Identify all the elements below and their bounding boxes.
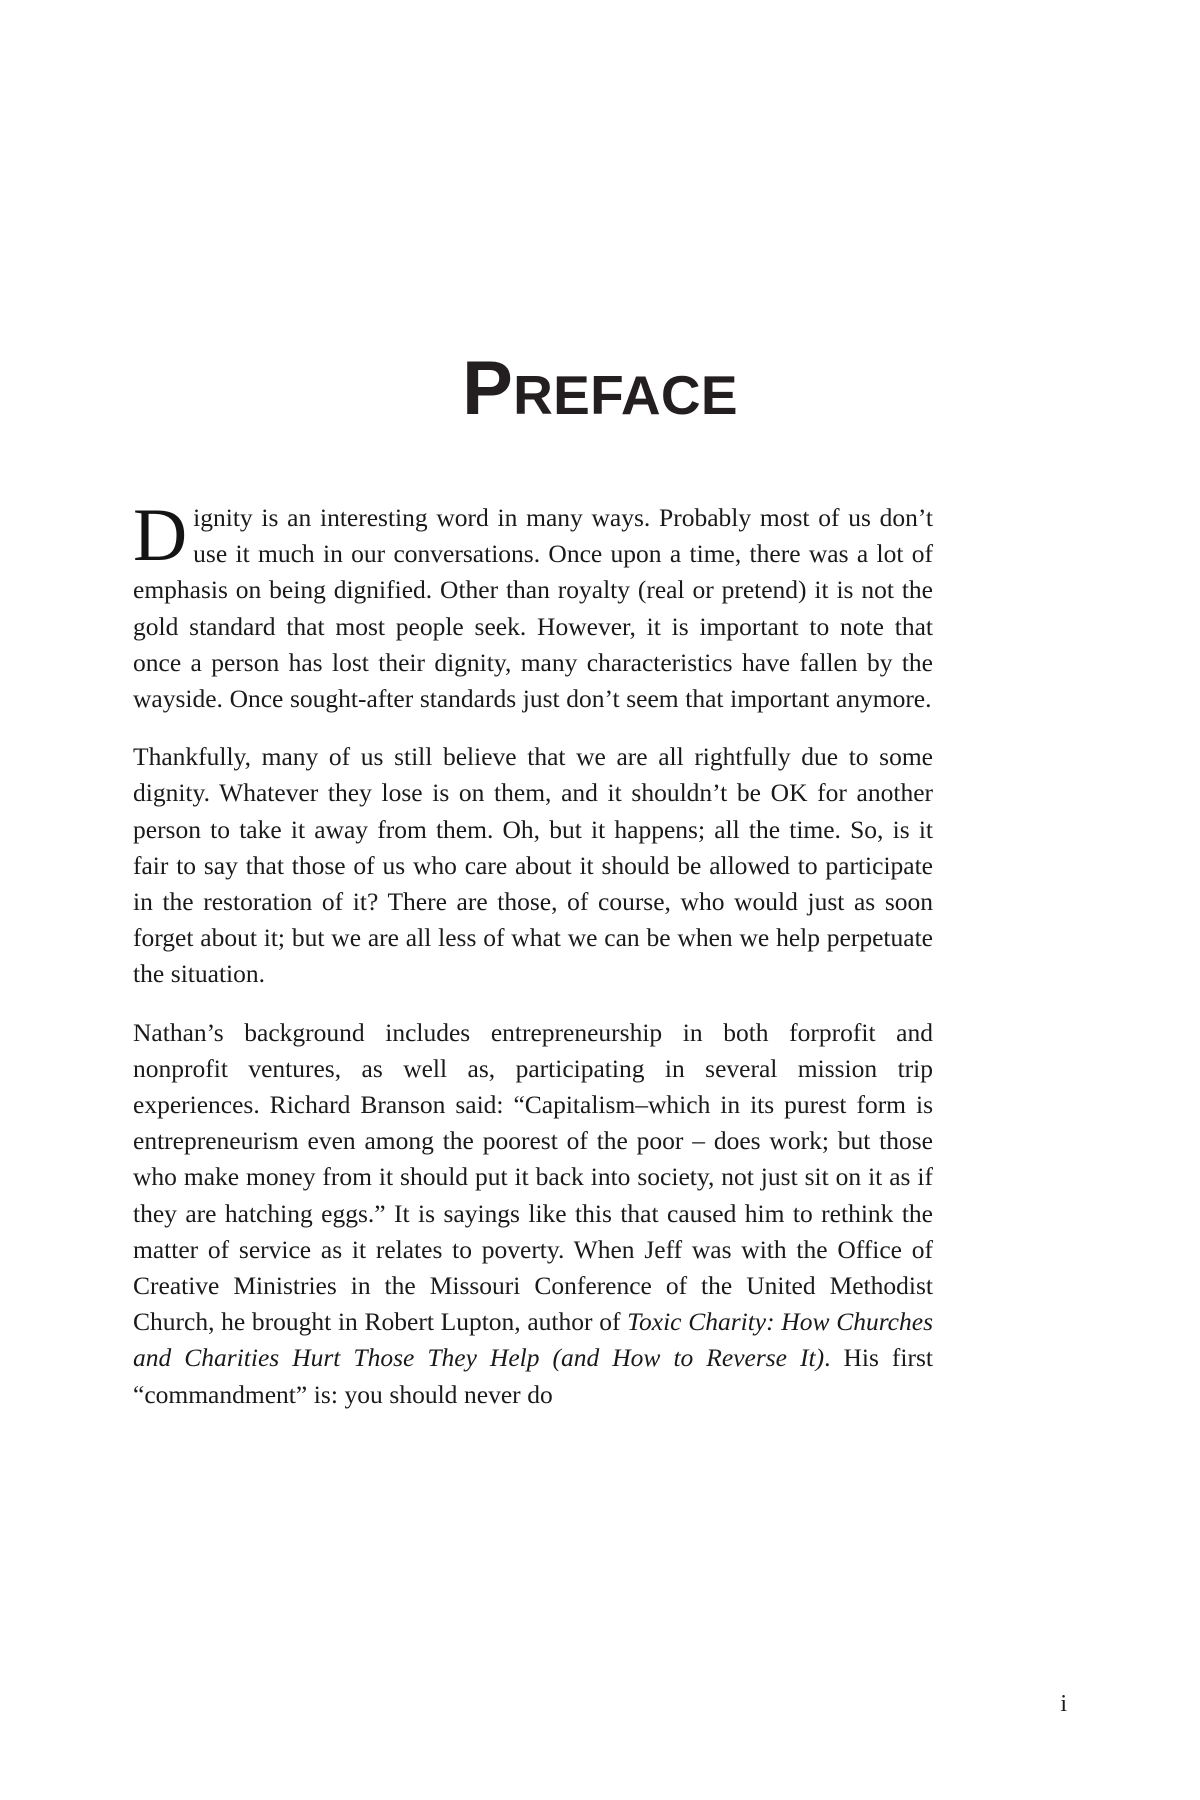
paragraph-3-text-before-title: Nathan’s background includes entrepreneurship in both forprofit and nonprofit ventures, as well as, participating in several mission trip experiences. Richard Branson said: “Capitalism–which in its purest form is entrepreneurism even among the poorest of the poor – does work; but those who make money from it should put it back into society, not just sit on it as if they are hatching eggs.” It is sayings like this that caused him to rethink the matter of service as it relates to poverty. When Jeff was with the Office of Creative Ministries in the Missouri Conference of the United Methodist Church, he brought in Robert Lupton, author of (133, 1017, 933, 1337)
paragraph-3 (133, 1015, 933, 1413)
page-number: i (1060, 1691, 1067, 1717)
paragraph-3-text-after-title: . His first “commandment” is: you should never do (133, 1343, 933, 1409)
paragraph-2-text: Thankfully, many of us still believe that we are all rightfully due to some dignity. Whatever they lose is on them, and it shouldn’t be OK for another person to take it away from them. Oh, but it happens; all the time. So, is it fair to say that those of us who care about it should be allowed to participate in the restoration of it? There are those, of course, who would just as soon forget about it; but we are all less of what we can be when we help perpetuate the situation. (133, 742, 933, 989)
drop-cap-letter: D (133, 494, 188, 577)
paragraph-2 (133, 739, 933, 992)
chapter-title-remainder: REFACE (513, 364, 738, 427)
chapter-heading-container (0, 330, 1200, 449)
paragraph-1 (133, 494, 933, 717)
chapter-title-initial: P (462, 346, 514, 432)
page-title (462, 346, 738, 432)
referenced-book-title: Toxic Charity: How Churches and Charities Hurt Those They Help (and How to Reverse It) (133, 1307, 933, 1373)
paragraph-1-text: ignity is an interesting word in many ways. Probably most of us don’t use it much in our conversations. Once upon a time, there was a lot of emphasis on being dignified. Other than royalty (real or pretend) it is not the gold standard that most people seek. However, it is important to note that once a person has lost their dignity, many characteristics have fallen by the wayside. Once sought-after standards just don’t seem that important anymore. (133, 503, 933, 714)
body-text-column (133, 494, 933, 1413)
